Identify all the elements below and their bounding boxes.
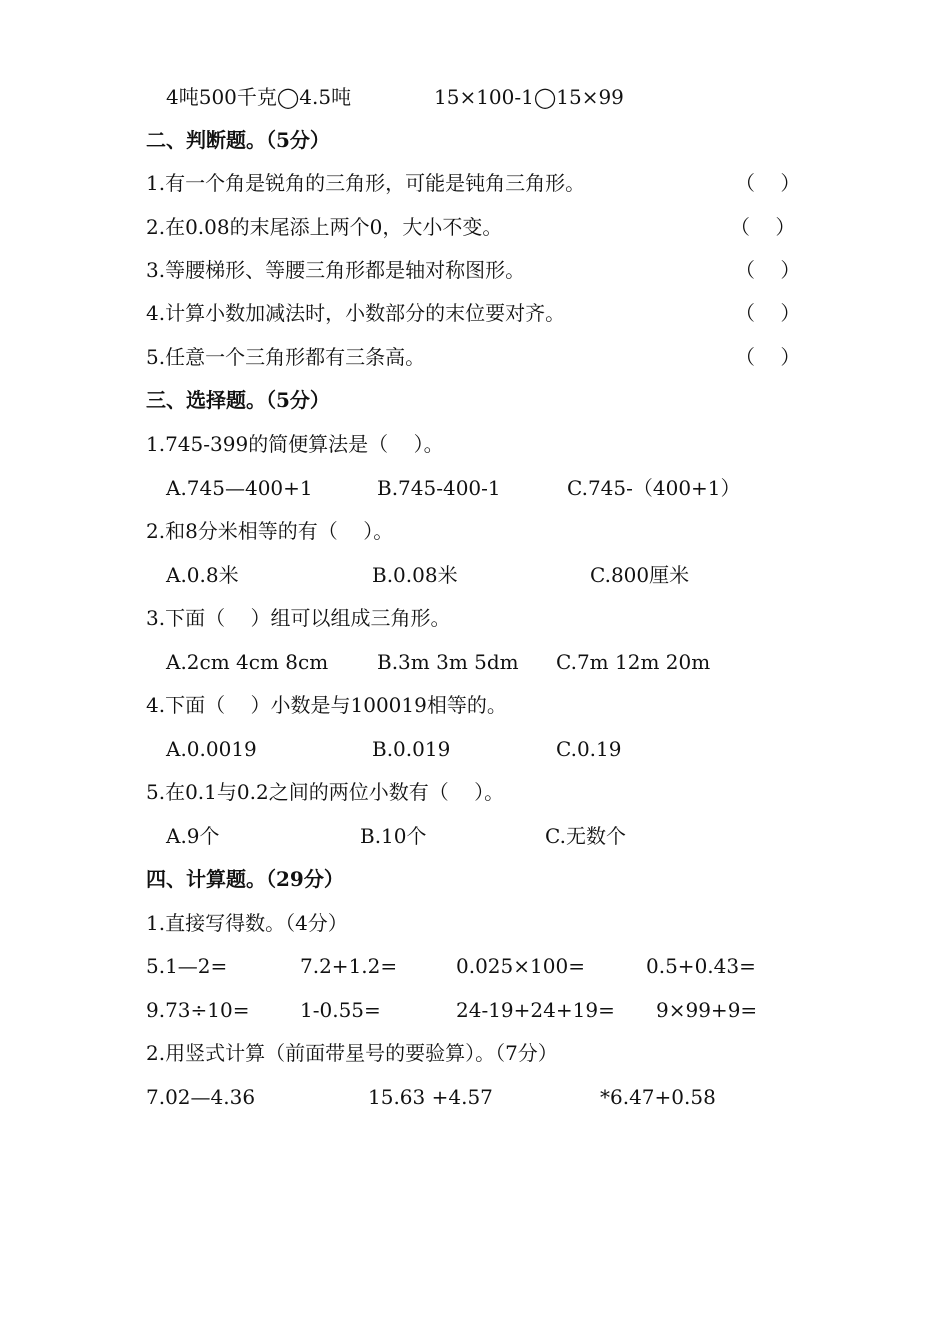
calc-item: 7.2+1.2= xyxy=(300,954,398,978)
choice-option-c: C.800厘米 xyxy=(590,563,690,587)
choice-option-b: B.0.019 xyxy=(372,737,451,761)
section4-title: 四、计算题。（29分） xyxy=(146,867,344,891)
choice-option-c: C.745-（400+1） xyxy=(567,476,741,500)
choice-option-a: A.0.8米 xyxy=(166,563,239,587)
compare-left: 4吨500千克◯4.5吨 xyxy=(166,85,352,109)
choice-option-b: B.10个 xyxy=(360,824,427,848)
calc-item: 9×99+9= xyxy=(656,998,758,1022)
choice-question-2: 2.和8分米相等的有（ ）。 xyxy=(146,519,394,543)
choice-question-5: 5.在0.1与0.2之间的两位小数有（ ）。 xyxy=(146,780,505,804)
vertical-calc-item: 15.63 +4.57 xyxy=(368,1085,493,1109)
choice-option-b: B.3m 3m 5dm xyxy=(377,650,519,674)
judge-item-4: 4.计算小数加减法时，小数部分的末位要对齐。 xyxy=(146,301,566,325)
calc-item: 5.1—2= xyxy=(146,954,228,978)
answer-paren-4: （ ） xyxy=(735,301,801,325)
calc-item: 0.5+0.43= xyxy=(646,954,756,978)
answer-paren-3: （ ） xyxy=(735,258,801,282)
answer-paren-1: （ ） xyxy=(735,171,801,195)
section3-title: 三、选择题。（5分） xyxy=(146,388,330,412)
choice-option-c: C.7m 12m 20m xyxy=(556,650,711,674)
subquestion-1: 1.直接写得数。（4分） xyxy=(146,911,348,935)
section2-title: 二、判断题。（5分） xyxy=(146,128,330,152)
choice-option-b: B.745-400-1 xyxy=(377,476,501,500)
choice-option-a: A.9个 xyxy=(166,824,220,848)
judge-item-2: 2.在0.08的末尾添上两个0，大小不变。 xyxy=(146,215,503,239)
judge-item-3: 3.等腰梯形、等腰三角形都是轴对称图形。 xyxy=(146,258,526,282)
answer-paren-2: （ ） xyxy=(730,215,796,239)
choice-option-a: A.745—400+1 xyxy=(166,476,313,500)
calc-item: 24-19+24+19= xyxy=(456,998,615,1022)
choice-option-a: A.0.0019 xyxy=(166,737,257,761)
choice-option-c: C.无数个 xyxy=(545,824,626,848)
choice-option-b: B.0.08米 xyxy=(372,563,458,587)
choice-question-1: 1.745-399的简便算法是（ ）。 xyxy=(146,432,444,456)
compare-right: 15×100-1◯15×99 xyxy=(434,85,624,109)
subquestion-2: 2.用竖式计算（前面带星号的要验算）。（7分） xyxy=(146,1041,558,1065)
judge-item-1: 1.有一个角是锐角的三角形，可能是钝角三角形。 xyxy=(146,171,586,195)
vertical-calc-item: 7.02—4.36 xyxy=(146,1085,256,1109)
choice-question-4: 4.下面（ ）小数是与100019相等的。 xyxy=(146,693,507,717)
answer-paren-5: （ ） xyxy=(735,345,801,369)
calc-item: 9.73÷10= xyxy=(146,998,250,1022)
judge-item-5: 5.任意一个三角形都有三条高。 xyxy=(146,345,426,369)
vertical-calc-item: *6.47+0.58 xyxy=(600,1085,716,1109)
calc-item: 0.025×100= xyxy=(456,954,585,978)
calc-item: 1-0.55= xyxy=(300,998,381,1022)
choice-option-c: C.0.19 xyxy=(556,737,622,761)
choice-option-a: A.2cm 4cm 8cm xyxy=(166,650,329,674)
choice-question-3: 3.下面（ ）组可以组成三角形。 xyxy=(146,606,451,630)
